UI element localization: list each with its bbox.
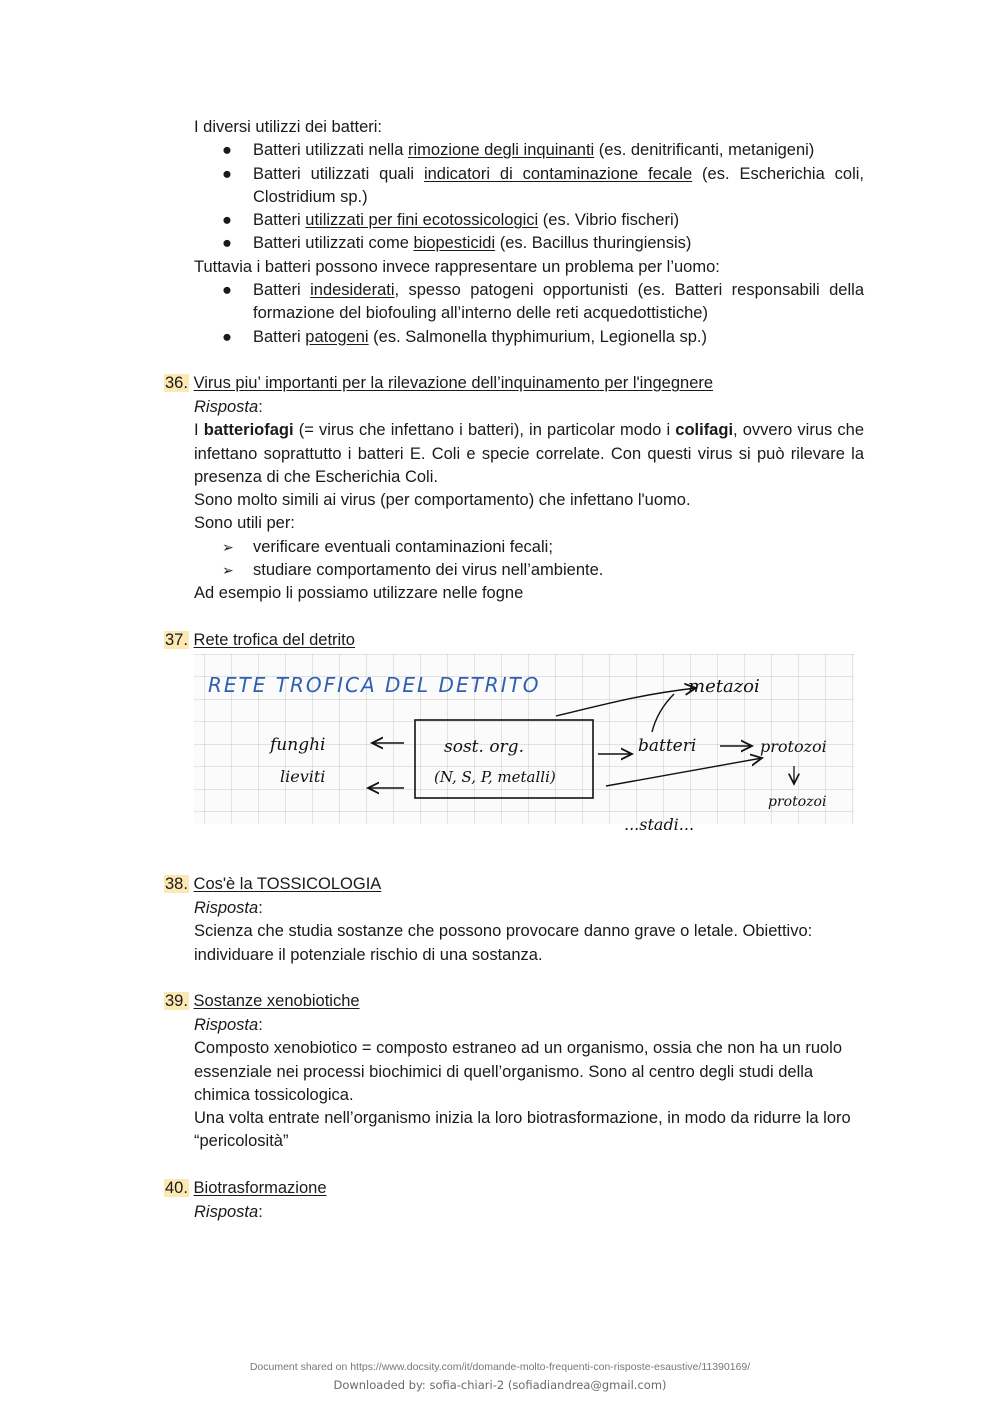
question-40-answer: Risposta:	[194, 1203, 263, 1221]
bullet-icon: ●	[222, 164, 232, 183]
cut-off-text: ...stadi...	[624, 815, 695, 834]
funghi-label: funghi	[270, 735, 326, 755]
box-line-2: (N, S, P, metalli)	[434, 768, 556, 786]
list-item: ● Batteri utilizzati come biopesticidi (es. Bacillus thuringiensis)	[194, 232, 864, 255]
bullet-icon: ●	[222, 281, 232, 300]
list-item: ● Batteri utilizzati per fini ecotossicologici (es. Vibrio fischeri)	[194, 209, 864, 232]
problem-heading: Tuttavia i batteri possono invece rappresentare un problema per l’uomo:	[194, 257, 720, 276]
lieviti-label: lieviti	[280, 767, 326, 786]
box-line-1: sost. org.	[444, 737, 524, 757]
question-39-answer: Risposta: Composto xenobiotico = composto estraneo ad un organismo, ossia che non ha un ruolo essenziale nei processi biochimici di quell’organismo. Sono al centro degli studi della chimica tossicologica. Una volta entrate nell’organismo inizia la loro biotrasformazione, in modo da ridurre la loro “pericolosità”	[194, 1014, 864, 1154]
question-36-heading	[164, 372, 864, 395]
protozoi-label-2: protozoi	[768, 794, 827, 810]
question-40-heading	[164, 1177, 864, 1200]
answer-paragraph: Scienza che studia sostanze che possono provocare danno grave o letale. Obiettivo: individuare il potenziale rischio di una sostanza.	[194, 922, 813, 964]
list-item: ➢ studiare comportamento dei virus nell’ambiente.	[194, 559, 864, 582]
underlined-term: indicatori di contaminazione fecale	[423, 164, 693, 183]
question-title: Cos'è la TOSSICOLOGIA	[193, 875, 382, 893]
footer-downloaded-by: Downloaded by: sofia-chiari-2 (sofiadiandrea@gmail.com)	[333, 1378, 667, 1392]
list-item: ● Batteri utilizzati quali indicatori di contaminazione fecale (es. Escherichia coli, Clostridium sp.)	[222, 164, 865, 206]
bullet-icon: ●	[222, 327, 232, 346]
question-number: 39.	[165, 992, 188, 1010]
answer-paragraph: I batteriofagi (= virus che infettano i batteri), in particolar modo i colifagi, ovvero virus che infettano soprattutto i batteri E. Coli e specie correlate. Con questi virus si può rilevare la presenza di che Escherichia Coli.	[194, 421, 865, 486]
question-title: Virus piu’ importanti per la rilevazione dell’inquinamento per l'ingegnere	[193, 374, 714, 392]
underlined-term: rimozione degli inquinanti	[408, 141, 595, 160]
question-title: Rete trofica del detrito	[193, 631, 355, 649]
answer-paragraph: Sono utili per:	[194, 514, 295, 533]
answer-paragraph: Composto xenobiotico = composto estraneo ad un organismo, ossia che non ha un ruolo essenziale nei processi biochimici di quell’organismo. Sono al centro degli studi della chimica tossicologica.	[194, 1039, 843, 1104]
batteri-label: batteri	[638, 736, 697, 756]
bullet-icon: ●	[222, 211, 232, 230]
question-number: 37.	[165, 631, 188, 649]
question-38-heading	[164, 873, 864, 896]
underlined-term: biopesticidi	[413, 234, 496, 253]
bold-term: batteriofagi	[203, 421, 294, 440]
handwritten-sketch	[194, 654, 854, 834]
list-item: ● Batteri indesiderati, spesso patogeni opportunisti (es. Batteri responsabili della formazione del biofouling all’interno delle reti acquedottistiche)	[222, 281, 864, 323]
sketch-title: RETE TROFICA DEL DETRITO	[208, 673, 541, 697]
intro-section	[194, 116, 864, 349]
question-number: 36.	[165, 374, 188, 392]
arrow-bullet-icon: ➢	[222, 538, 234, 555]
list-item: ● Batteri utilizzati nella rimozione degli inquinanti (es. denitrificanti, metanigeni)	[194, 139, 864, 162]
protozoi-label: protozoi	[760, 737, 827, 756]
bacteria-problems-list	[194, 279, 864, 349]
bullet-icon: ●	[222, 234, 232, 253]
risposta-label: Risposta	[194, 1016, 259, 1034]
question-number: 38.	[165, 875, 188, 893]
question-title: Sostanze xenobiotiche	[193, 992, 360, 1010]
answer-paragraph: Ad esempio li possiamo utilizzare nelle fogne	[194, 584, 524, 603]
answer-paragraph: Sono molto simili ai virus (per comportamento) che infettano l'uomo.	[194, 491, 691, 510]
question-title: Biotrasformazione	[193, 1179, 327, 1197]
question-37-heading	[164, 629, 864, 652]
underlined-term: indesiderati	[310, 281, 395, 300]
metazoi-label: metazoi	[688, 676, 760, 697]
question-39-heading	[164, 990, 864, 1013]
footer-shared-link: Document shared on https://www.docsity.com/it/domande-molto-frequenti-con-risposte-esaustive/11390169/	[249, 1361, 751, 1373]
bold-term: colifagi	[675, 421, 734, 440]
intro-heading: I diversi utilizzi dei batteri:	[194, 118, 382, 136]
virus-uses-list	[194, 536, 864, 583]
arrow-bullet-icon: ➢	[222, 562, 234, 579]
question-number: 40.	[165, 1179, 188, 1197]
answer-paragraph: Una volta entrate nell’organismo inizia la loro biotrasformazione, in modo da ridurre la loro “pericolosità”	[194, 1109, 851, 1151]
risposta-label: Risposta	[194, 1203, 259, 1221]
bacteria-uses-list	[194, 139, 864, 255]
risposta-label: Risposta	[194, 398, 259, 416]
sketch-svg	[194, 654, 854, 834]
list-item: ● Batteri patogeni (es. Salmonella thyphimurium, Legionella sp.)	[194, 326, 864, 349]
underlined-term: utilizzati per fini ecotossicologici	[305, 211, 539, 230]
bullet-icon: ●	[222, 141, 232, 160]
underlined-term: patogeni	[305, 327, 369, 346]
list-item: ➢ verificare eventuali contaminazioni fecali;	[194, 536, 864, 559]
question-36-answer: Risposta: I batteriofagi (= virus che infettano i batteri), in particolar modo i colifagi, ovvero virus che infettano soprattutto i batteri E. Coli e specie correlate. Con questi virus si può rilevare la presenza di che Escherichia Coli. Sono molto simili ai virus (per comportamento) che infettano l'uomo. Sono utili per: ➢ verificare eventuali contaminazioni fecali; ➢ studiare comportamento dei virus nell’ambiente. Ad esempio li possiamo utilizzare nelle fogne	[194, 396, 864, 606]
risposta-label: Risposta	[194, 899, 259, 917]
question-38-answer: Risposta: Scienza che studia sostanze che possono provocare danno grave o letale. Obiettivo: individuare il potenziale rischio di una sostanza.	[194, 897, 864, 967]
